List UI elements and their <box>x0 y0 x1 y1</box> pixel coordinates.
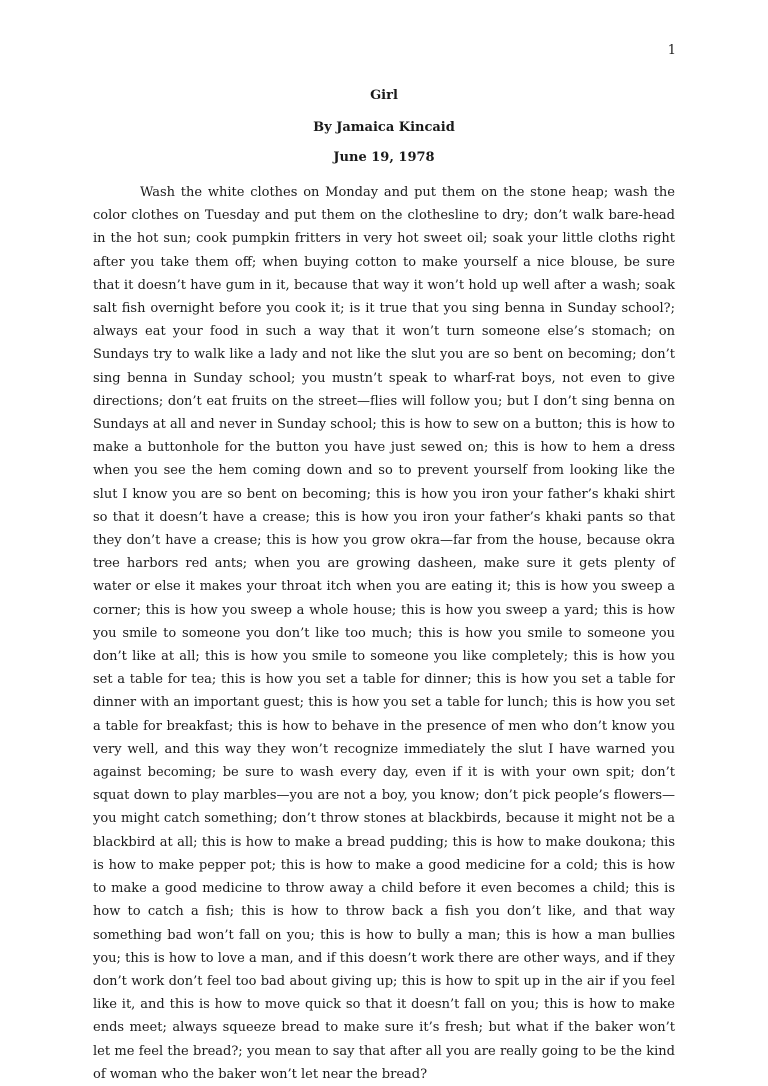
document-date: June 19, 1978 <box>333 150 435 165</box>
body-paragraph: Wash the white clothes on Monday and put them on the stone heap; wash the color clothes on Tuesday and put them on the clothesline to dry; don’t walk bare-head in the hot sun; cook pumpkin fritters in very hot sweet oil; soak your little cloths right after you take them off; when buying cotton to make yourself a nice blouse, be sure that it doesn’t have gum in it, because that way it won’t hold up well after a wash; soak salt fish overnight before you cook it; is it true that you sing benna in Sunday school?; always eat your food in such a way that it won’t turn someone else’s stomach; on Sundays try to walk like a lady and not like the slut you are so bent on becoming; don’t sing benna in Sunday school; you mustn’t speak to wharf-rat boys, not even to give directions; don’t eat fruits on the street—flies will follow you; but I don’t sing benna on Sundays at all and never in Sunday school; this is how to sew on a button; this is how to make a buttonhole for the button you have just sewed on; this is how to hem a dress when you see the hem coming down and so to prevent yourself from looking like the slut I know you are so bent on becoming; this is how you iron your father’s khaki shirt so that it doesn’t have a crease; this is how you iron your father’s khaki pants so that they don’t have a crease; this is how you grow okra—far from the house, because okra tree harbors red ants; when you are growing dasheen, make sure it gets plenty of water or else it makes your throat itch when you are eating it; this is how you sweep a corner; this is how you sweep a whole house; this is how you sweep a yard; this is how you smile to someone you don’t like too much; this is how you smile to someone you don’t like at all; this is how you smile to someone you like completely; this is how you set a table for tea; this is how you set a table for dinner; this is how you set a table for dinner with an important guest; this is how you set a table for lunch; this is how you set a table for breakfast; this is how to behave in the presence of men who don’t know you very well, and this way they won’t recognize immediately the slut I have warned you against becoming; be sure to wash every day, even if it is with your own spit; don’t squat down to play marbles—you are not a boy, you know; don’t pick people’s flowers—you might catch something; don’t throw stones at blackbirds, because it might not be a blackbird at all; this is how to make a bread pudding; this is how to make doukona; this is how to make pepper pot; this is how to make a good medicine for a cold; this is how to make a good medicine to throw away a child before it even becomes a child; this is how to catch a fish; this is how to throw back a fish you don’t like, and that way something bad won’t fall on you; this is how to bully a man; this is how a man bullies you; this is how to love a man, and if this doesn’t work there are other ways, and if they don’t work don’t feel too bad about giving up; this is how to spit up in the air if you feel like it, and this is how to move quick so that it doesn’t fall on you; this is how to make ends meet; always squeeze bread to make sure it’s fresh; but what if the baker won’t let me feel the bread?; you mean to say that after all you are really going to be the kind of woman who the baker won’t let near the bread? <box>93 185 675 1082</box>
page-number: 1 <box>667 43 676 58</box>
document-author: By Jamaica Kincaid <box>313 120 455 135</box>
document-title: Girl <box>370 88 398 103</box>
